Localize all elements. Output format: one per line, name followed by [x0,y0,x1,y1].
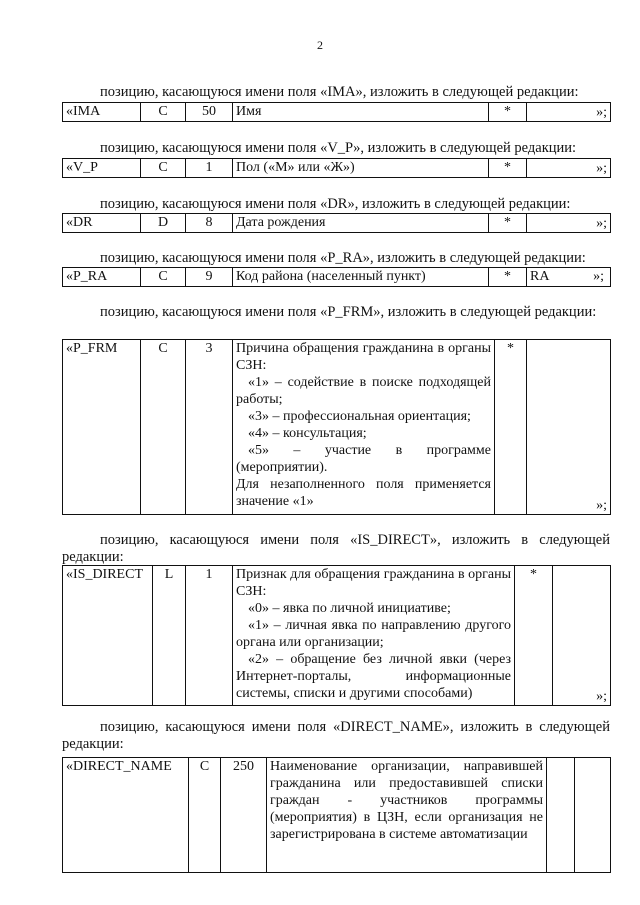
field-table-direct-name [62,757,611,873]
table-row [63,214,611,233]
field-length-cell: 1 [186,566,233,706]
field-required-cell: * [489,103,527,122]
field-reference-cell [527,268,611,287]
field-length-cell: 50 [186,103,233,122]
field-description-cell: Дата рождения [233,214,489,233]
section-intro-v-p: позицию, касающуюся имени поля «V_P», изложить в следующей редакции: [100,140,577,156]
description-line: «4» – консультация; [248,426,367,441]
field-description-cell [233,566,515,706]
description-line: «0» – явка по личной инициативе; [248,601,451,616]
section-intro-p-frm: позицию, касающуюся имени поля «P_FRM», изложить в следующей редакции: [100,304,597,320]
field-closing-cell: »; [527,214,611,233]
field-closing-cell: »; [553,566,611,706]
section-intro-dr: позицию, касающуюся имени поля «DR», изложить в следующей редакции: [100,196,571,212]
field-closing-cell: »; [527,340,611,515]
field-required-cell: * [515,566,553,706]
field-length-cell: 8 [186,214,233,233]
page-number: 2 [317,38,323,52]
field-length-cell: 9 [186,268,233,287]
field-required-cell: * [489,268,527,287]
field-type-cell: C [189,758,221,873]
field-required-cell: * [495,340,527,515]
field-description-cell [233,340,495,515]
field-required-cell: * [489,159,527,178]
description-line: «1» – личная явка по направлению другого органа или организации; [236,618,511,650]
field-required-cell [547,758,575,873]
field-closing-cell [575,758,611,873]
field-description-cell: Имя [233,103,489,122]
description-line: Признак для обращения гражданина в органы СЗН: [236,567,511,599]
section-intro-direct-name: позицию, касающуюся имени поля «DIRECT_NAME», изложить в следующей редакции: [62,719,610,752]
description-line: «1» – содействие в поиске подходящей работы; [236,375,491,407]
field-type-cell: C [141,268,186,287]
field-description-cell [267,758,547,873]
table-row [63,758,611,873]
field-name-cell: «P_FRM [63,340,141,515]
field-name-cell: «DIRECT_NAME [63,758,189,873]
description-line: Наименование организации, направившей гражданина или предоставившей списки граждан - участников программы (мероприятия) в ЦЗН, если организация не зарегистрирована в системе автоматизации [270,759,543,842]
field-name-cell: «DR [63,214,141,233]
field-table-ima [62,102,611,122]
description-line: «2» – обращение без личной явки (через Интернет-порталы, информационные системы, списки и другими способами) [236,652,511,701]
description-line: Причина обращения гражданина в органы СЗН: [236,341,491,373]
field-table-dr [62,213,611,233]
field-table-v-p [62,158,611,178]
table-row [63,103,611,122]
table-row [63,268,611,287]
field-type-cell: C [141,103,186,122]
field-type-cell: C [141,159,186,178]
field-closing-mark: »; [593,269,604,284]
description-line: «5» – участие в программе (мероприятии). [236,443,491,475]
field-length-cell: 3 [186,340,233,515]
table-row [63,566,611,706]
field-description-cell: Пол («М» или «Ж») [233,159,489,178]
field-closing-cell: »; [527,103,611,122]
field-reference-value: RA [530,269,550,284]
description-line: Для незаполненного поля применяется значение «1» [236,477,491,509]
table-row [63,159,611,178]
field-table-p-ra [62,267,611,287]
field-description-cell: Код района (населенный пункт) [233,268,489,287]
field-type-cell: C [141,340,186,515]
field-table-p-frm [62,339,611,515]
section-intro-p-ra: позицию, касающуюся имени поля «P_RA», изложить в следующей редакции: [100,250,586,266]
table-row [63,340,611,515]
description-line: «3» – профессиональная ориентация; [248,409,471,424]
field-table-is-direct [62,565,611,706]
field-type-cell: D [141,214,186,233]
field-closing-cell: »; [527,159,611,178]
field-required-cell: * [489,214,527,233]
field-name-cell: «V_P [63,159,141,178]
section-intro-ima: позицию, касающуюся имени поля «IMA», изложить в следующей редакции: [100,84,579,100]
field-length-cell: 250 [221,758,267,873]
section-intro-is-direct: позицию, касающуюся имени поля «IS_DIRECT», изложить в следующей редакции: [62,532,610,565]
field-type-cell: L [153,566,186,706]
field-name-cell: «IMA [63,103,141,122]
field-length-cell: 1 [186,159,233,178]
field-name-cell: «IS_DIRECT [63,566,153,706]
field-name-cell: «P_RA [63,268,141,287]
